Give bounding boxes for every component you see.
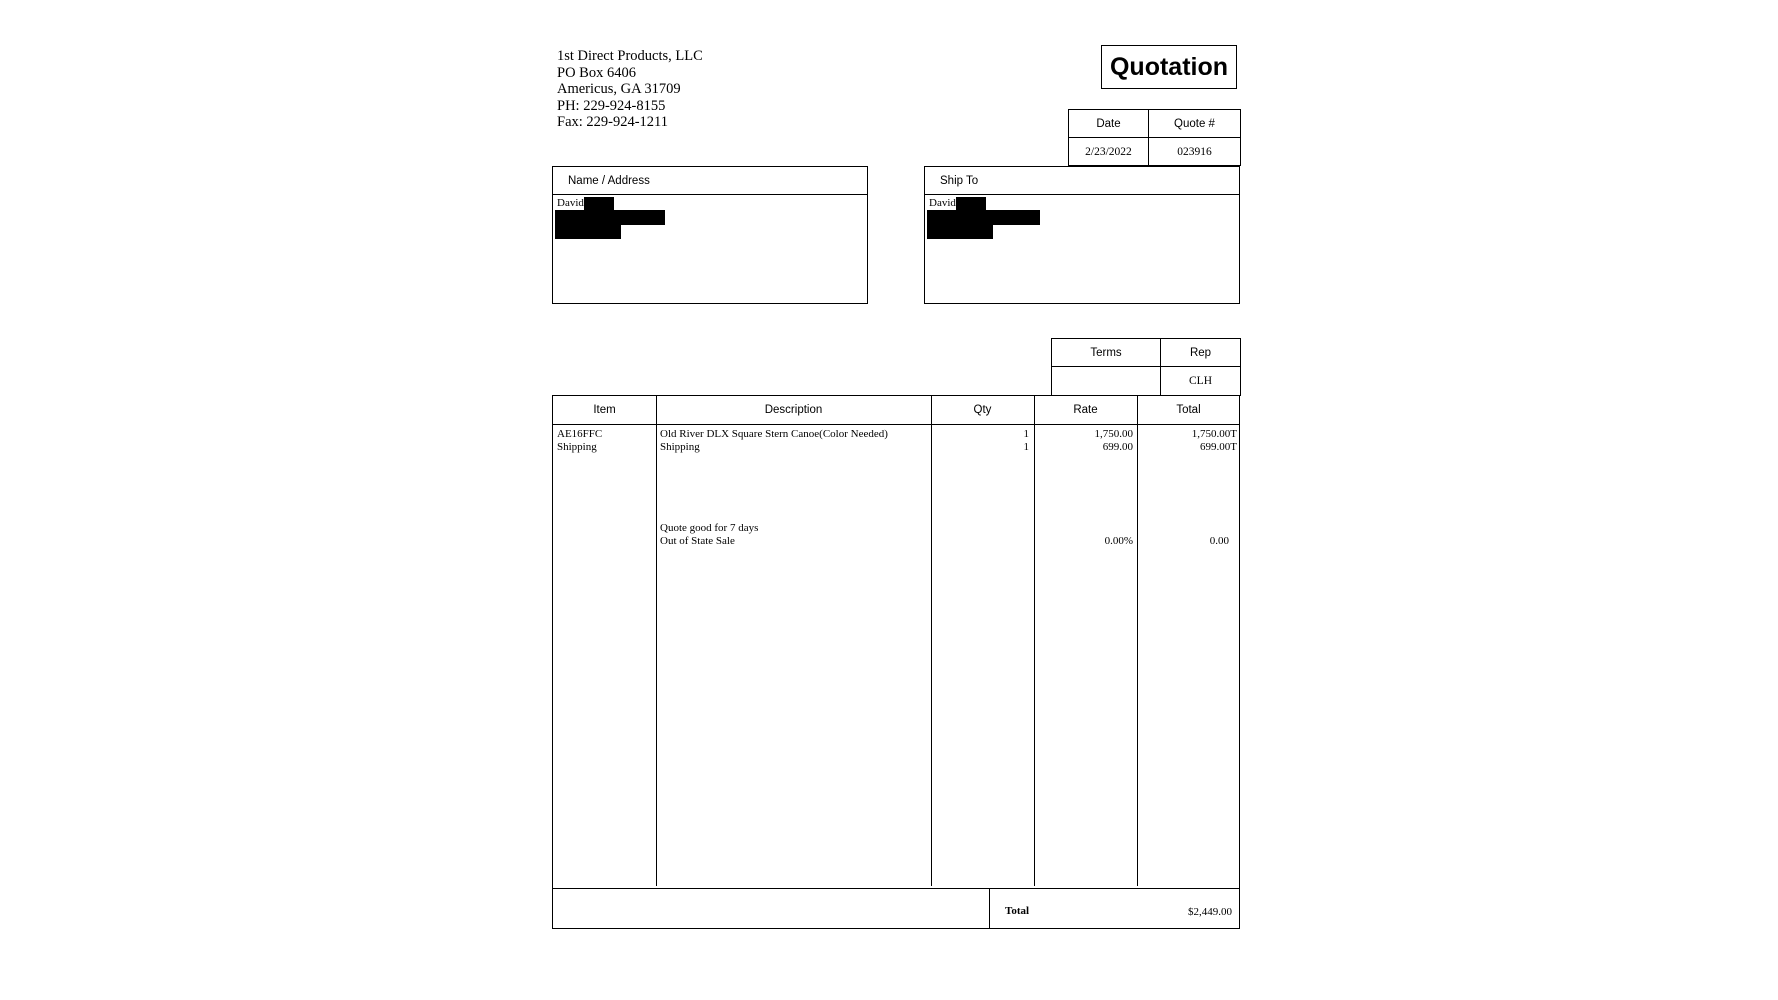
- ship-to-body: [925, 195, 1239, 211]
- row-2-item: Shipping: [557, 441, 597, 453]
- column-divider: [1137, 396, 1138, 886]
- row-2-rate: 699.00: [1102, 441, 1133, 453]
- bill-to-body: [553, 195, 867, 211]
- column-divider: [1034, 396, 1035, 886]
- company-info: [557, 48, 703, 131]
- row-1-qty: 1: [1023, 428, 1029, 440]
- rep-header: Rep: [1161, 339, 1241, 367]
- description-column-header: Description: [764, 404, 823, 416]
- bill-to-label: Name / Address: [553, 167, 867, 195]
- redaction-block: [584, 197, 614, 211]
- company-address-line1: PO Box 6406: [557, 64, 636, 81]
- column-divider: [656, 396, 657, 886]
- ship-to-label: Ship To: [925, 167, 1239, 195]
- tax-rate: 0.00%: [1104, 535, 1133, 547]
- redaction-block: [555, 224, 621, 239]
- terms-value: [1052, 367, 1161, 396]
- note-quote-validity: Quote good for 7 days: [660, 522, 759, 534]
- terms-table: [1051, 338, 1241, 396]
- row-1-rate: 1,750.00: [1094, 428, 1133, 440]
- document-title: Quotation: [1101, 45, 1237, 89]
- ship-to-name: David: [929, 197, 956, 209]
- quote-number-header: Quote #: [1149, 110, 1241, 138]
- redaction-block: [927, 210, 1040, 225]
- quote-number-value: 023916: [1149, 138, 1241, 166]
- bill-to-name: David: [557, 197, 584, 209]
- item-column-header: Item: [593, 404, 616, 416]
- company-name: 1st Direct Products, LLC: [557, 48, 703, 64]
- redaction-block: [555, 210, 665, 225]
- date-value: 2/23/2022: [1069, 138, 1149, 166]
- footer-divider: [989, 888, 990, 928]
- total-rule: [553, 888, 1239, 889]
- quote-meta-table: [1068, 109, 1241, 166]
- grand-total-value: $2,449.00: [1188, 906, 1232, 918]
- row-2-description: Shipping: [660, 441, 700, 453]
- rate-column-header: Rate: [1073, 404, 1098, 416]
- row-2-qty: 1: [1023, 441, 1029, 453]
- company-phone: PH: 229-924-8155: [557, 97, 666, 114]
- bill-to-box: [552, 166, 868, 304]
- redaction-block: [927, 224, 993, 239]
- terms-header: Terms: [1052, 339, 1161, 367]
- company-address-line2: Americus, GA 31709: [557, 81, 681, 97]
- row-2-total: 699.00T: [1200, 441, 1237, 453]
- grand-total-label: Total: [1005, 905, 1030, 917]
- total-column-header: Total: [1176, 404, 1201, 416]
- rep-value: CLH: [1161, 367, 1241, 396]
- column-divider: [931, 396, 932, 886]
- date-header: Date: [1069, 110, 1149, 138]
- ship-to-box: [924, 166, 1240, 304]
- row-1-total: 1,750.00T: [1191, 428, 1237, 440]
- tax-total: 0.00: [1209, 535, 1229, 547]
- row-1-item: AE16FFC: [557, 428, 603, 440]
- redaction-block: [956, 197, 986, 211]
- row-1-description: Old River DLX Square Stern Canoe(Color Needed): [660, 428, 888, 440]
- note-out-of-state: Out of State Sale: [660, 535, 735, 547]
- line-items-table: [552, 395, 1240, 929]
- header-rule: [553, 424, 1239, 425]
- qty-column-header: Qty: [973, 404, 992, 416]
- company-fax: Fax: 229-924-1211: [557, 114, 669, 130]
